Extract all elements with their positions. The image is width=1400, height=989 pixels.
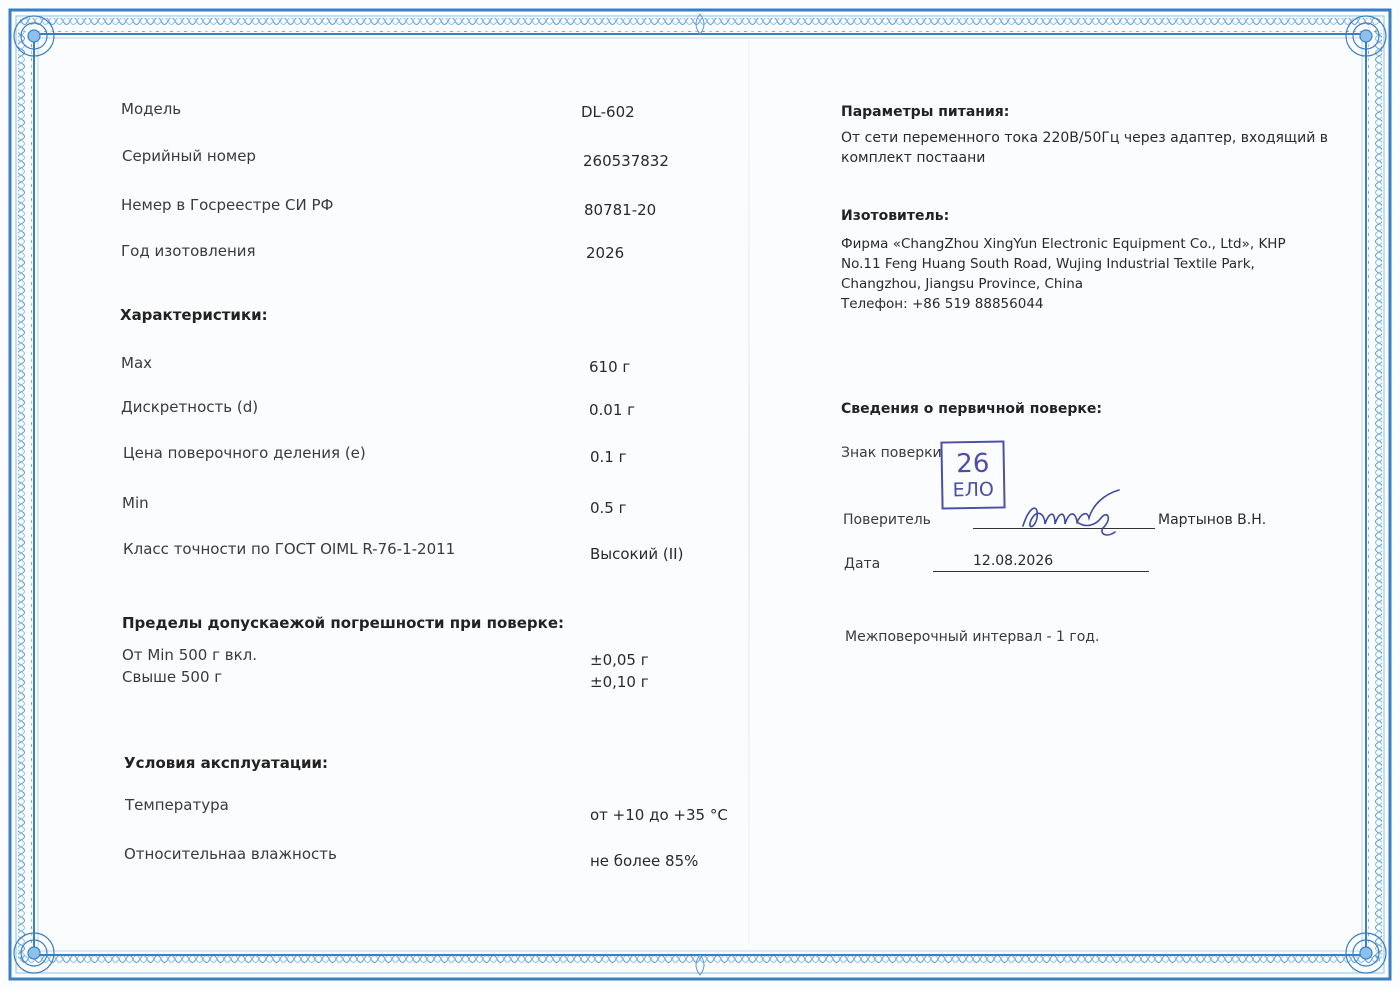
max-label: Max — [121, 354, 153, 372]
manufacture-year-value: 2026 — [586, 244, 625, 262]
conditions-heading: Условия аксплуатации: — [124, 754, 329, 772]
accuracy-class-label: Класс точности по ГОСТ OIML R-76-1-2011 — [123, 540, 456, 558]
stamp-code: ЕЛО — [952, 478, 995, 502]
stamp-number: 26 — [956, 448, 990, 480]
manufacturer-line-1: Фирма «ChangZhou XingYun Electronic Equipment Co., Ltd», KHP — [841, 236, 1286, 252]
limit-from-min-label: От Min 500 г вкл. — [122, 646, 257, 664]
verifier-signature — [1015, 484, 1145, 544]
serial-number-label: Серийный номер — [122, 147, 256, 165]
registry-number-label: Немер в Госреестре СИ РФ — [121, 196, 334, 214]
verifier-label: Поверитель — [843, 512, 931, 528]
min-label: Min — [122, 494, 149, 512]
characteristics-heading: Характеристики: — [120, 306, 268, 324]
verification-division-label: Цена поверочного деления (e) — [123, 444, 366, 462]
model-value: DL-602 — [581, 103, 635, 121]
accuracy-class-value: Высокий (II) — [590, 545, 684, 563]
manufacturer-line-2: No.11 Feng Huang South Road, Wujing Industrial Textile Park, — [841, 256, 1255, 272]
power-text: От сети переменного тока 220В/50Гц через адаптер, входящий в комплект постаани — [841, 130, 1329, 166]
model-label: Модель — [121, 100, 182, 118]
limit-above-label: Свыше 500 г — [122, 668, 223, 686]
error-limits-heading: Пределы допускаежой погрешности при поверке: — [122, 614, 565, 632]
manufacturer-heading: Изотовитель: — [841, 208, 950, 224]
manufacture-year-label: Год изотовления — [121, 242, 256, 260]
verification-heading: Сведения о первичной поверке: — [841, 401, 1102, 417]
center-fold — [748, 40, 750, 945]
manufacturer-phone: Телефон: +86 519 88856044 — [841, 296, 1044, 312]
date-line — [933, 571, 1149, 572]
verification-stamp — [940, 440, 1005, 509]
manufacturer-line-3: Changzhou, Jiangsu Province, China — [841, 276, 1084, 292]
min-value: 0.5 г — [590, 499, 627, 517]
discreteness-label: Дискретность (d) — [121, 398, 259, 416]
power-heading: Параметры питания: — [841, 104, 1010, 120]
date-label: Дата — [844, 556, 881, 572]
limit-from-min-value: ±0,05 г — [590, 651, 649, 669]
verifier-name: Мартынов В.Н. — [1158, 512, 1267, 528]
date-value: 12.08.2026 — [973, 553, 1054, 569]
serial-number-value: 260537832 — [583, 152, 669, 170]
humidity-value: не более 85% — [590, 852, 699, 870]
registry-number-value: 80781-20 — [584, 201, 657, 219]
max-value: 610 г — [589, 358, 631, 376]
interval-text: Межповерочный интервал - 1 год. — [845, 629, 1100, 645]
temperature-label: Температура — [125, 796, 229, 814]
temperature-value: от +10 до +35 °C — [590, 806, 728, 824]
verification-mark-label: Знак поверки — [841, 445, 942, 461]
discreteness-value: 0.01 г — [589, 401, 636, 419]
verification-division-value: 0.1 г — [590, 448, 627, 466]
humidity-label: Относительнаа влажность — [124, 845, 337, 863]
limit-above-value: ±0,10 г — [590, 673, 649, 691]
